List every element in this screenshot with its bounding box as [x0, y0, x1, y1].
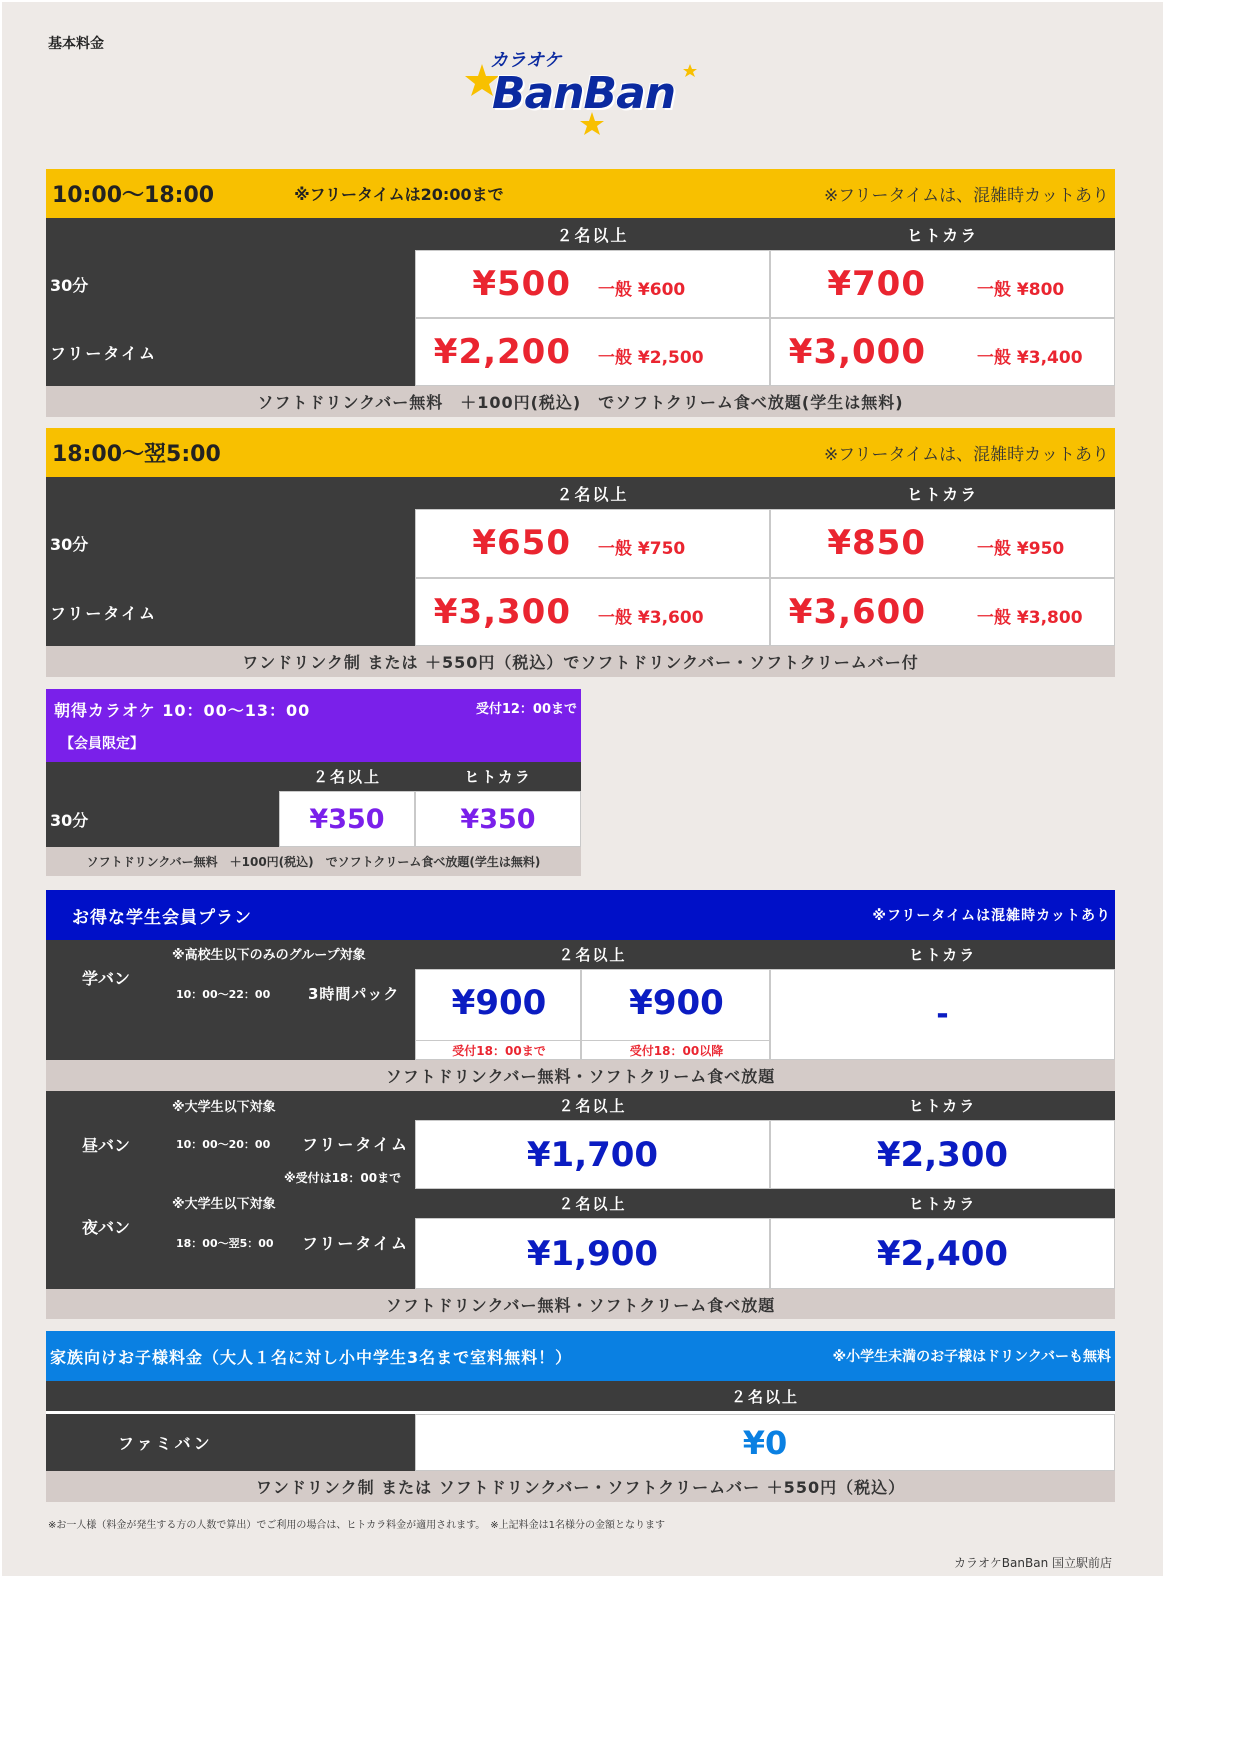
yoruban-hours: 18：00〜翌5：00: [176, 1237, 274, 1250]
price: ¥350: [460, 803, 536, 835]
morning-col-solo: ヒトカラ: [464, 768, 532, 786]
day-col-solo: ヒトカラ: [906, 225, 979, 245]
day-note-right: ※フリータイムは、混雑時カットあり: [823, 186, 1109, 206]
price: ¥3,600: [788, 592, 926, 632]
price: ¥1,900: [526, 1233, 659, 1274]
yoruban-solo-cell: [770, 1218, 1115, 1289]
hiruban-plan: フリータイム: [302, 1135, 410, 1154]
day-col-group: ２名以上: [556, 225, 629, 245]
morning-col-header: [46, 762, 581, 791]
night-header: [46, 428, 1115, 477]
row-label: 30分: [50, 810, 89, 830]
gakuban-price-b-cell: [581, 969, 770, 1060]
night-col-group: ２名以上: [556, 484, 629, 504]
hiruban-reception: ※受付は18：00まで: [284, 1171, 402, 1185]
night-free-solo-cell: [770, 578, 1115, 646]
hiruban-hours: 10：00〜20：00: [176, 1138, 271, 1151]
store-name: カラオケBanBan 国立駅前店: [954, 1556, 1112, 1570]
price: ¥650: [472, 523, 571, 563]
family-title: 家族向けお子様料金（大人１名に対し小中学生3名まで室料無料！）: [50, 1347, 573, 1367]
gakuban-solo-cell: [770, 969, 1115, 1060]
family-col-header: [46, 1381, 1115, 1411]
price: ¥900: [451, 983, 547, 1023]
reception-note: 受付18：00以降: [582, 1040, 771, 1060]
day-header: [46, 169, 1115, 218]
yoruban-label: 夜バン: [82, 1218, 131, 1237]
logo-word: BanBan: [492, 68, 676, 119]
price: ¥2,300: [876, 1134, 1009, 1175]
student-note-right: ※フリータイムは混雑時カットあり: [872, 908, 1111, 924]
gakuban-target: ※高校生以下のみのグループ対象: [172, 948, 366, 963]
night-time: 18:00～翌5:00: [52, 442, 221, 467]
morning-header: [46, 689, 581, 762]
hiruban-col-group: ２名以上: [558, 1097, 627, 1115]
day-time: 10:00～18:00: [52, 183, 215, 208]
morning-col-group: ２名以上: [312, 768, 381, 786]
banban-logo: [462, 44, 702, 136]
family-price-cell: [415, 1414, 1115, 1471]
night-footer: ワンドリンク制 または ＋550円（税込）でソフトドリンクバー・ソフトクリームバー付: [46, 646, 1115, 677]
day-30min-solo-cell: [770, 250, 1115, 318]
morning-reception: 受付12：00まで: [475, 702, 577, 717]
night-30min-group-cell: [415, 509, 770, 578]
student-header: [46, 890, 1115, 940]
price: ¥0: [742, 1423, 788, 1462]
student-footer-2: ソフトドリンクバー無料・ソフトクリーム食べ放題: [46, 1289, 1115, 1319]
bottom-note: ※お一人様（料金が発生する方の人数で算出）でご利用の場合は、ヒトカラ料金が適用されます。 ※上記料金は1名様分の金額となります: [48, 1520, 666, 1531]
yoruban-label-block: [46, 1189, 415, 1289]
reception-note: 受付18：00まで: [416, 1040, 582, 1060]
day-row-30min-label: [46, 250, 415, 318]
price: -: [936, 997, 949, 1032]
hiruban-col-header: [415, 1091, 1115, 1120]
general-price: 一般 ¥3,800: [977, 608, 1083, 628]
night-row-free-label: [46, 578, 415, 646]
yoruban-group-cell: [415, 1218, 770, 1289]
gakuban-col-group: ２名以上: [558, 946, 627, 964]
gakuban-label: 学バン: [82, 969, 131, 988]
hiruban-label: 昼バン: [82, 1136, 131, 1155]
gakuban-col-solo: ヒトカラ: [908, 946, 977, 964]
hiruban-target: ※大学生以下対象: [172, 1100, 276, 1115]
page-title: 基本料金: [48, 36, 104, 52]
night-30min-solo-cell: [770, 509, 1115, 578]
night-note-right: ※フリータイムは、混雑時カットあり: [823, 445, 1109, 465]
price: ¥850: [827, 523, 926, 563]
day-col-header: [46, 218, 1115, 250]
general-price: 一般 ¥2,500: [598, 348, 704, 368]
yoruban-col-solo: ヒトカラ: [908, 1195, 977, 1213]
student-footer-1: ソフトドリンクバー無料・ソフトクリーム食べ放題: [46, 1060, 1115, 1091]
night-col-header: [46, 477, 1115, 509]
yoruban-target: ※大学生以下対象: [172, 1197, 276, 1212]
row-label: フリータイム: [50, 603, 158, 623]
family-label-cell: [46, 1414, 415, 1471]
price: ¥1,700: [526, 1134, 659, 1175]
price: ¥2,400: [876, 1233, 1009, 1274]
gakuban-price-a-cell: [415, 969, 581, 1060]
price: ¥2,200: [433, 332, 571, 372]
student-title: お得な学生会員プラン: [72, 907, 252, 928]
day-free-solo-cell: [770, 318, 1115, 386]
morning-footer: ソフトドリンクバー無料 ＋100円(税込) でソフトクリーム食べ放題(学生は無料): [46, 847, 581, 876]
general-price: 一般 ¥800: [977, 280, 1065, 300]
general-price: 一般 ¥950: [977, 539, 1065, 559]
family-header: [46, 1331, 1115, 1381]
yoruban-plan: フリータイム: [302, 1234, 410, 1253]
morning-solo-cell: [415, 791, 581, 847]
row-label: フリータイム: [50, 343, 158, 363]
gakuban-hours: 10：00〜22：00: [176, 988, 271, 1001]
general-price: 一般 ¥3,400: [977, 348, 1083, 368]
price: ¥350: [309, 803, 385, 835]
family-col-group: ２名以上: [730, 1387, 799, 1406]
morning-member-badge: 【会員限定】: [60, 736, 144, 752]
logo-kana: カラオケ: [490, 50, 562, 71]
row-label: 30分: [50, 535, 89, 554]
hiruban-col-solo: ヒトカラ: [908, 1097, 977, 1115]
night-col-solo: ヒトカラ: [906, 484, 979, 504]
morning-title: 朝得カラオケ 10：00〜13：00: [54, 701, 311, 720]
day-row-free-label: [46, 318, 415, 386]
gakuban-col-header: [415, 940, 1115, 969]
day-footer: ソフトドリンクバー無料 ＋100円(税込) でソフトクリーム食べ放題(学生は無料): [46, 386, 1115, 417]
day-note-mid: ※フリータイムは20:00まで: [294, 185, 504, 204]
gakuban-pack: 3時間パック: [308, 985, 400, 1003]
gakuban-label-block: [46, 940, 415, 1060]
family-label: ファミバン: [118, 1434, 213, 1453]
family-note-right: ※小学生未満のお子様はドリンクバーも無料: [832, 1349, 1111, 1365]
price: ¥3,000: [788, 332, 926, 372]
price: ¥700: [827, 264, 926, 304]
price: ¥500: [472, 264, 571, 304]
hiruban-group-cell: [415, 1120, 770, 1189]
yoruban-col-header: [415, 1189, 1115, 1218]
day-free-group-cell: [415, 318, 770, 386]
price: ¥3,300: [433, 592, 571, 632]
night-row-30min-label: [46, 509, 415, 578]
family-footer: ワンドリンク制 または ソフトドリンクバー・ソフトクリームバー ＋550円（税込）: [46, 1471, 1115, 1502]
yoruban-col-group: ２名以上: [558, 1195, 627, 1213]
row-label: 30分: [50, 275, 89, 295]
morning-group-cell: [279, 791, 415, 847]
price: ¥900: [629, 983, 724, 1023]
day-30min-group-cell: [415, 250, 770, 318]
general-price: 一般 ¥3,600: [598, 608, 704, 628]
night-free-group-cell: [415, 578, 770, 646]
general-price: 一般 ¥600: [598, 280, 686, 300]
general-price: 一般 ¥750: [598, 539, 686, 559]
hiruban-label-block: [46, 1091, 415, 1189]
hiruban-solo-cell: [770, 1120, 1115, 1189]
morning-row-label: [46, 791, 279, 847]
